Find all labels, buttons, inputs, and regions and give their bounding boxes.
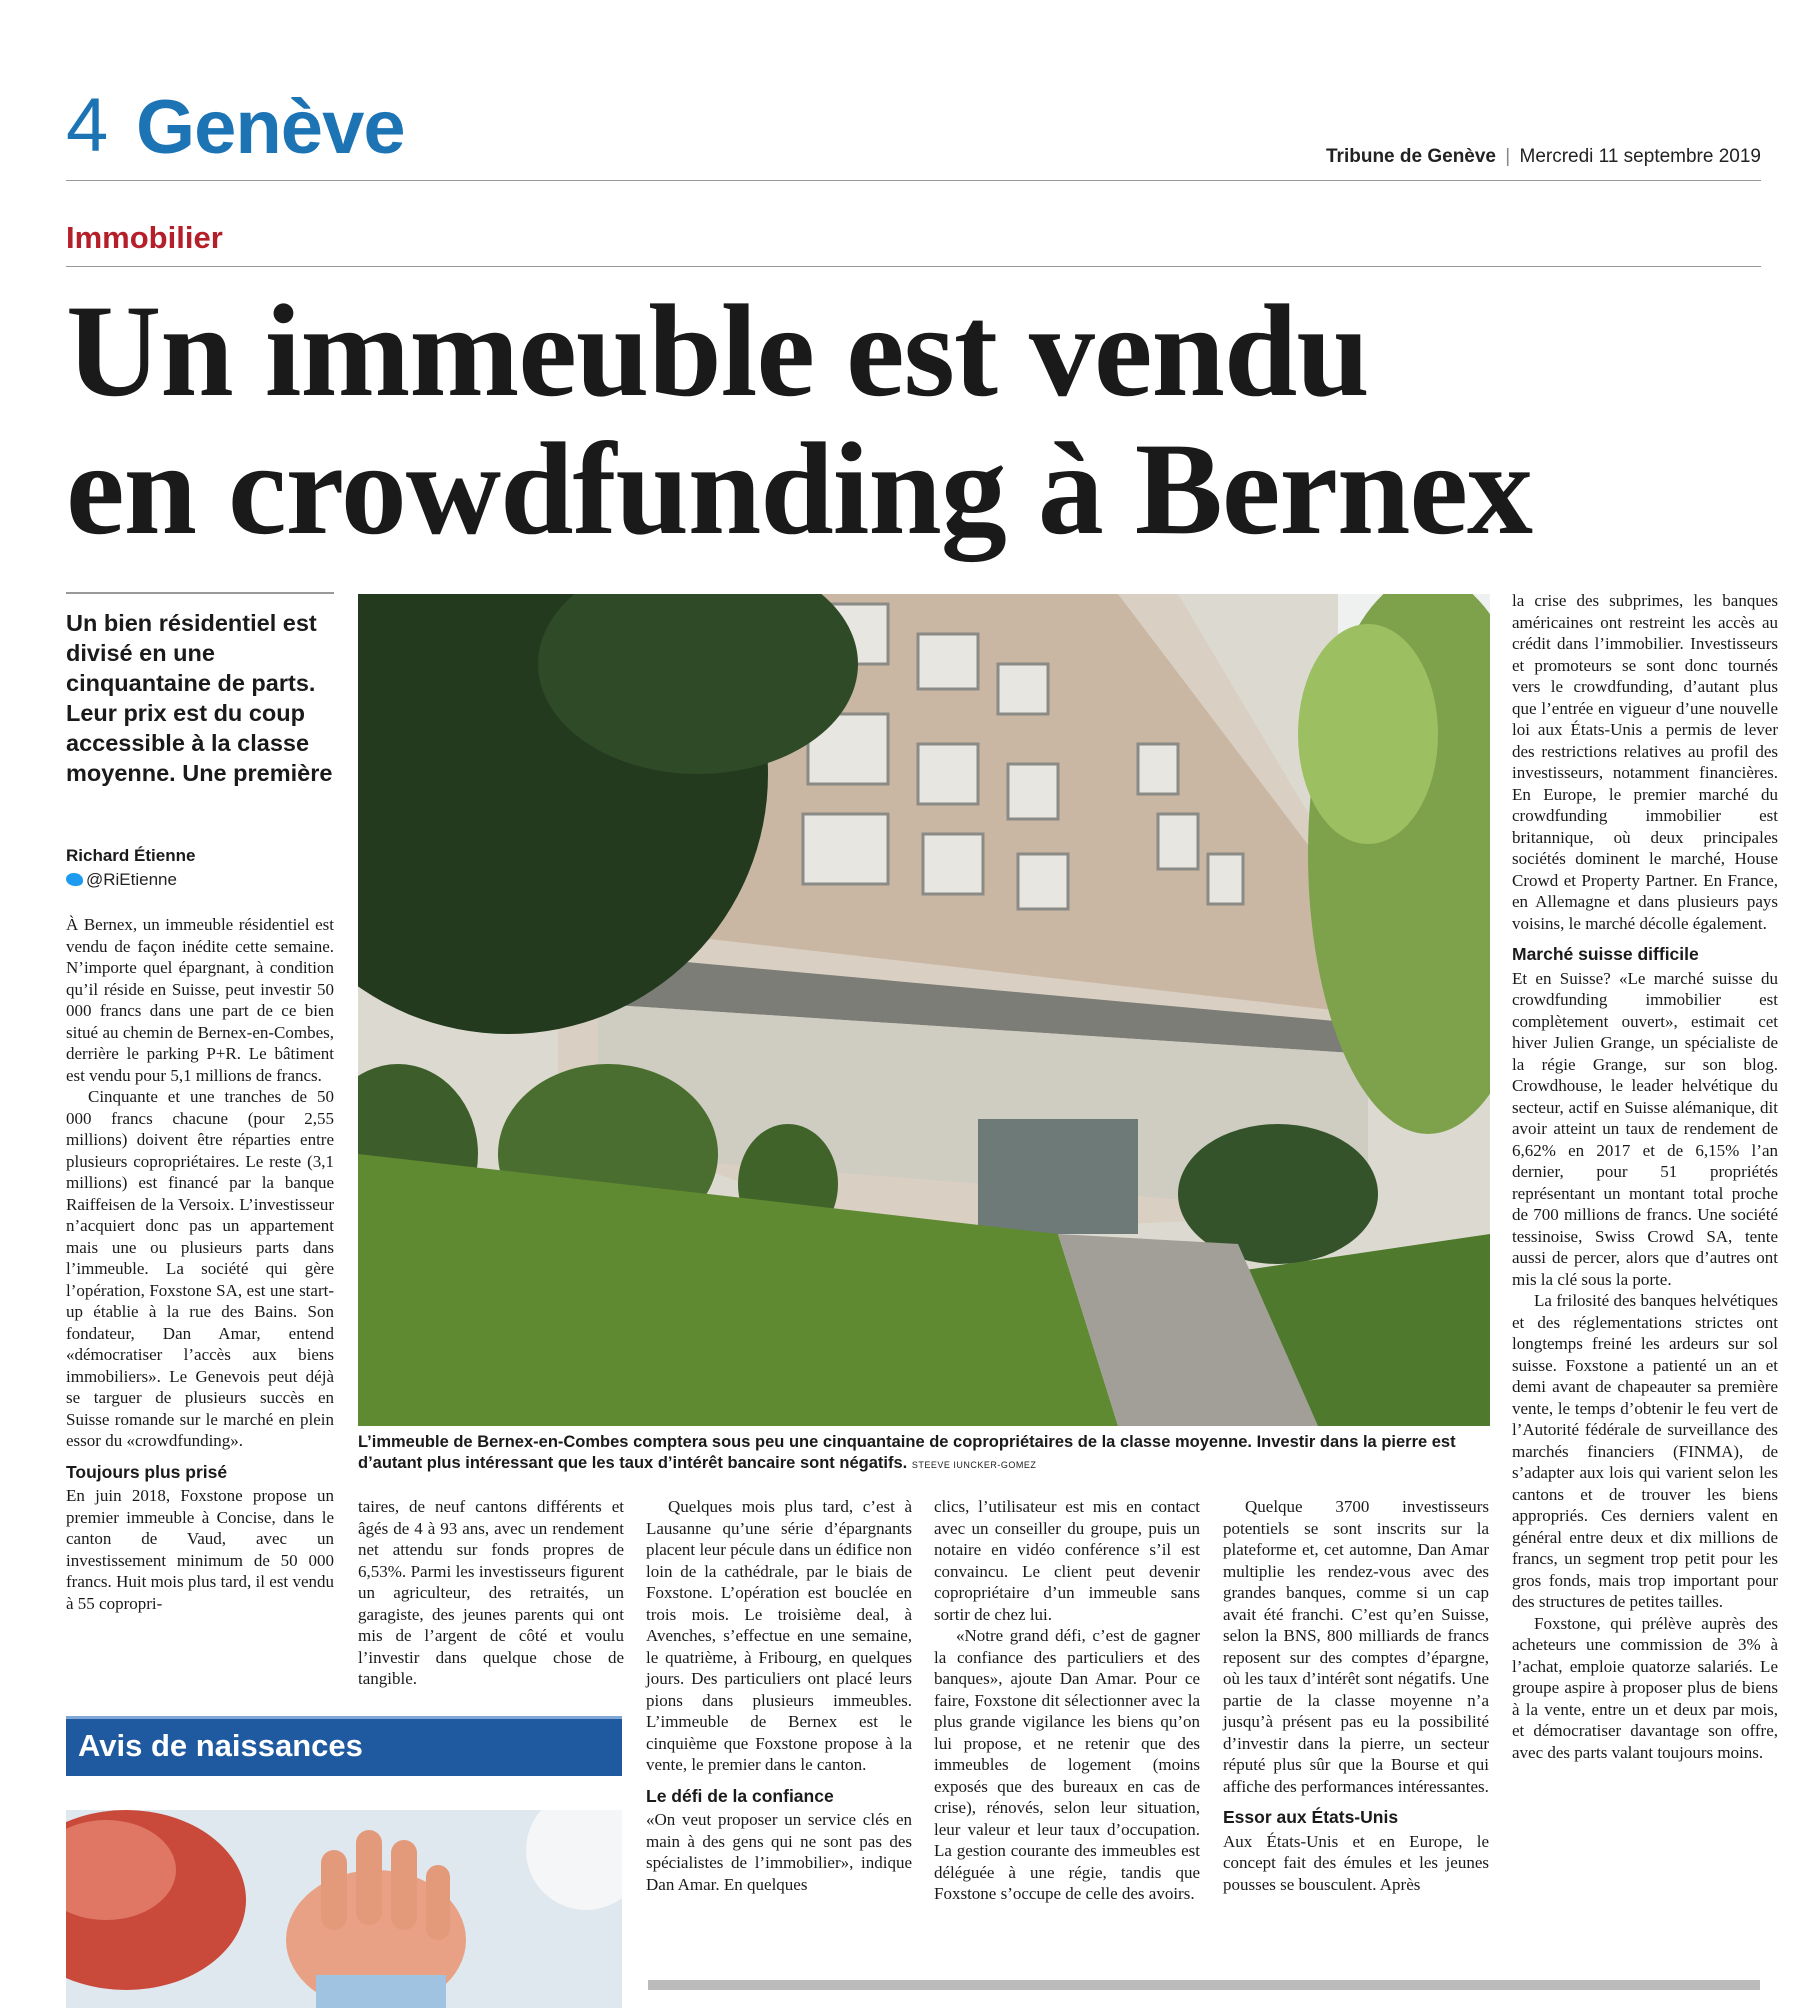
paragraph: Aux États-Unis et en Europe, le concept fait des émules et les jeunes pousses se bousculent. Après bbox=[1223, 1831, 1489, 1894]
paragraph: «Notre grand défi, c’est de gagner la confiance des particuliers et des banques», ajoute Dan Amar. Pour ce faire, Foxstone dit sélectionner avec la plus grande vigilance les biens qu’on lui propose, et ne retenir que des immeubles de logement (moins exposés que des bureaux en cas de crise), rénovés, selon leur situation, leur valeur et leur taux d’occupation. La gestion courante des immeubles est déléguée à une régie, tandis que Foxstone s’occupe de celle des avoirs. bbox=[934, 1626, 1200, 1903]
article-photo bbox=[358, 594, 1490, 1426]
section-title: Genève bbox=[136, 85, 405, 170]
notices-banner: Avis de naissances bbox=[66, 1716, 622, 1776]
paragraph: la crise des subprimes, les banques américaines ont restreint les accès au crédit dans l’immobilier. Investisseurs et promoteurs se sont donc tournés vers le crowdfunding, d’autant plus que l’entrée en vigueur d’une nouvelle loi aux États-Unis a permis de lever des restrictions relatives au profil des investisseurs, notamment financières. En Europe, le premier marché du crowdfunding immobilier est britannique, où deux principales sociétés dominent le marché, House Crowd et Property Partner. En France, en Allemagne et dans plusieurs pays voisins, le marché décolle également. bbox=[1512, 591, 1778, 933]
masthead bbox=[1326, 146, 1761, 168]
page-number: 4 bbox=[66, 83, 109, 168]
photo-credit: STEEVE IUNCKER-GOMEZ bbox=[911, 1460, 1037, 1470]
issue-date: Mercredi 11 septembre 2019 bbox=[1519, 146, 1761, 167]
lead-rule bbox=[66, 592, 334, 594]
column-6 bbox=[1512, 590, 1778, 1763]
paragraph: Quelque 3700 investisseurs potentiels se sont inscrits sur la plateforme et, cet automne, Dan Amar multiplie les rendez-vous avec des grandes banques, comme si un cap avait été franchi. C’est qu’en Suisse, selon la BNS, 800 milliards de francs reposent sur des comptes d’épargne, où les taux d’intérêt sont négatifs. Une partie de la classe moyenne n’a jusqu’à présent pas eu la possibilité d’investir dans la pierre, un secteur réputé plus sûr que la Bourse et qui affiche des performances intéressantes. bbox=[1223, 1497, 1489, 1796]
column-2 bbox=[358, 1496, 624, 1690]
column-3 bbox=[646, 1496, 912, 1895]
author-twitter[interactable] bbox=[66, 870, 177, 890]
rubric-rule bbox=[66, 266, 1761, 267]
paragraph: Foxstone, qui prélève auprès des acheteurs une commission de 3% à l’achat, emploie quatorze salariés. Le groupe aspire à proposer plus de biens à la vente, entre un et deux par mois, et démocratiser davantage son offre, avec des parts valant toujours moins. bbox=[1512, 1613, 1778, 1762]
headline-line-2: en crowdfunding à Bernex bbox=[66, 415, 1533, 562]
twitter-bird-icon bbox=[66, 873, 83, 886]
paragraph: Cinquante et une tranches de 50 000 francs chacune (pour 2,55 millions) doivent être réparties entre plusieurs copropriétaires. Le reste (3,1 millions) est financé par la banque Raiffeisen de la Versoix. L’investisseur n’acquiert donc pas un appartement mais une ou plusieurs parts dans l’immeuble. La société qui gère l’opération, Foxstone SA, est une start-up établie à la rue des Bains. Son fondateur, Dan Amar, entend «démocratiser l’accès aux biens immobiliers». Le Genevois peut déjà se targuer de plusieurs succès en Suisse romande sur le marché en plein essor du «crowdfunding». bbox=[66, 1087, 334, 1450]
caption-text: L’immeuble de Bernex-en-Combes comptera sous peu une cinquantaine de copropriétaires de la classe moyenne. Investir dans la pierre est d’autant plus intéressant que les taux d’intérêt bancaire sont négatifs. bbox=[358, 1433, 1456, 1472]
paragraph: À Bernex, un immeuble résidentiel est vendu de façon inédite cette semaine. N’importe quel épargnant, à condition qu’il réside en Suisse, peut investir 50 000 francs dans une part de ce bien situé au chemin de Bernex-en-Combes, derrière le parking P+R. Le bâtiment est vendu pour 5,1 millions de francs. bbox=[66, 915, 334, 1085]
twitter-handle: @RiEtienne bbox=[86, 870, 177, 889]
page-bottom-bar bbox=[648, 1980, 1760, 1990]
paragraph: taires, de neuf cantons différents et âgés de 4 à 93 ans, avec un rendement net attendu sur fonds propres de 6,53%. Parmi les investisseurs figurent un agriculteur, des retraités, un garagiste, des jeunes parents qui ont mis de l’argent de côté et voulu l’investir dans quelque chose de tangible. bbox=[358, 1497, 624, 1688]
column-4 bbox=[934, 1496, 1200, 1905]
subheading: Toujours plus prisé bbox=[66, 1461, 228, 1482]
header-rule bbox=[66, 180, 1761, 181]
notices-banner-edge bbox=[66, 1716, 622, 1719]
subheading: Le défi de la confiance bbox=[646, 1785, 834, 1806]
notices-photo bbox=[66, 1810, 622, 2008]
paragraph: Et en Suisse? «Le marché suisse du crowdfunding immobilier est complètement ouvert», estimait cet hiver Julien Grange, un spécialiste de la régie Grange, sur son blog. Crowdhouse, le leader helvétique du secteur, actif en Suisse alémanique, dit avoir atteint un taux de rendement de 6,62% en 2017 et de 6,15% l’an dernier, pour 51 propriétés représentant un montant total proche de 700 millions de francs. Une société tessinoise, Swiss Crowd SA, tente aussi de percer, alors que d’autres ont mis la clé sous la porte. bbox=[1512, 968, 1778, 1289]
paragraph: «On veut proposer un service clés en main à des gens qui ne sont pas des spécialistes de l’immobilier», indique Dan Amar. En quelques bbox=[646, 1810, 912, 1894]
column-5 bbox=[1223, 1496, 1489, 1895]
subheading: Essor aux États-Unis bbox=[1223, 1807, 1399, 1827]
paragraph: clics, l’utilisateur est mis en contact avec un conseiller du groupe, puis un notaire en vidéo conférence s’il est convaincu. Le client peut devenir copropriétaire d’un immeuble sans sortir de chez lui. bbox=[934, 1497, 1200, 1624]
author-name: Richard Étienne bbox=[66, 846, 196, 865]
paragraph: La frilosité des banques helvétiques et des réglementations strictes ont longtemps freiné les ardeurs sur sol suisse. Foxstone a patienté un an et demi avant de chapeauter sa première vente, le temps d’obtenir le feu vert de l’Autorité fédérale de surveillance des marchés financiers (FINMA), de s’adapter aux lois qui varient selon les cantons et de trouver les biens appropriés. Ces derniers valent en général entre deux et dix millions de francs, un segment trop petit pour les gros fonds, mais trop important pour des structures de petites tailles. bbox=[1512, 1291, 1778, 1611]
paragraph: En juin 2018, Foxstone propose un premier immeuble à Concise, dans le canton de Vaud, avec un investissement minimum de 50 000 francs. Huit mois plus tard, il est vendu à 55 copropri- bbox=[66, 1486, 334, 1613]
subheading: Marché suisse difficile bbox=[1512, 944, 1699, 964]
publication-name: Tribune de Genève bbox=[1326, 146, 1496, 167]
headline-line-1: Un immeuble est vendu bbox=[66, 277, 1369, 424]
paragraph: Quelques mois plus tard, c’est à Lausanne qu’une série d’épargnants placent leur pécule dans un édifice non loin de la cathédrale, par le biais de Foxstone. L’opération est bouclée en trois mois. Le troisième deal, à Avenches, s’effectue en une semaine, le quatrième, à Fribourg, en quelques jours. Des particuliers ont placé leurs pions dans plusieurs immeubles. L’immeuble de Bernex est le cinquième que Foxstone propose à la vente, le premier dans le canton. bbox=[646, 1497, 912, 1774]
rubric: Immobilier bbox=[66, 220, 223, 255]
article-lead: Un bien résidentiel est divisé en une cinquantaine de parts. Leur prix est du coup accessible à la classe moyenne. Une première bbox=[66, 610, 333, 786]
column-1 bbox=[66, 914, 334, 1614]
headline bbox=[66, 277, 1756, 562]
photo-caption bbox=[358, 1432, 1490, 1476]
masthead-separator: | bbox=[1505, 146, 1511, 167]
